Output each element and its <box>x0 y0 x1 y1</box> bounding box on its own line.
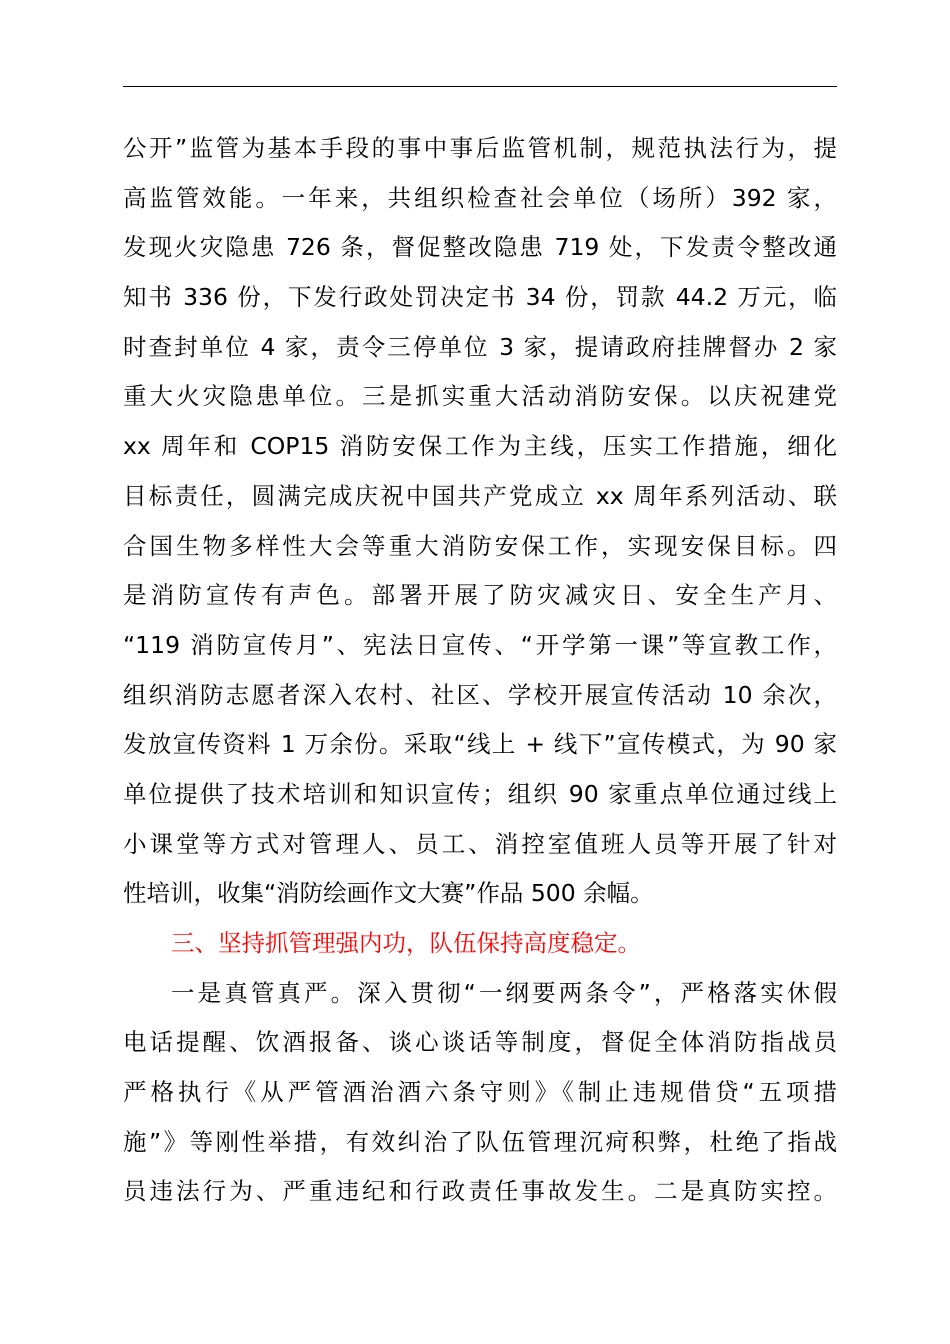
text-line: 目标责任，圆满完成庆祝中国共产党成立 xx 周年系列活动、联 <box>123 481 837 510</box>
header-rule <box>123 86 837 87</box>
text-line: 高监管效能。一年来，共组织检查社会单位（场所）392 家， <box>123 183 837 212</box>
text-line: 发现火灾隐患 726 条，督促整改隐患 719 处，下发责令整改通 <box>123 233 837 262</box>
text-line: 是消防宣传有声色。部署开展了防灾减灾日、安全生产月、 <box>123 581 837 610</box>
text-line: 时查封单位 4 家，责令三停单位 3 家，提请政府挂牌督办 2 家 <box>123 332 837 361</box>
text-line: xx 周年和 COP15 消防安保工作为主线，压实工作措施，细化 <box>123 432 837 461</box>
text-line: 知书 336 份，下发行政处罚决定书 34 份，罚款 44.2 万元，临 <box>123 283 837 312</box>
paragraph-2 <box>123 969 837 1217</box>
text-line: “119 消防宣传月”、宪法日宣传、“开学第一课”等宣教工作， <box>123 630 837 659</box>
text-line: 员违法行为、严重违纪和行政责任事故发生。二是真防实控。 <box>123 1177 837 1206</box>
document-body <box>123 124 837 1217</box>
text-line: 组织消防志愿者深入农村、社区、学校开展宣传活动 10 余次， <box>123 680 837 709</box>
text-line: 单位提供了技术培训和知识宣传；组织 90 家重点单位通过线上 <box>123 779 837 808</box>
section-heading: 三、坚持抓管理强内功，队伍保持高度稳定。 <box>171 929 641 957</box>
text-line: 一是真管真严。深入贯彻“一纲要两条令”，严格落实休假 <box>171 978 837 1007</box>
text-line: 性培训，收集“消防绘画作文大赛”作品 500 余幅。 <box>123 879 654 908</box>
text-line: 重大火灾隐患单位。三是抓实重大活动消防安保。以庆祝建党 <box>123 382 837 411</box>
text-line: 合国生物多样性大会等重大消防安保工作，实现安保目标。四 <box>123 531 837 560</box>
text-line: 电话提醒、饮酒报备、谈心谈话等制度，督促全体消防指战员 <box>123 1028 837 1057</box>
text-line: 施”》等刚性举措，有效纠治了队伍管理沉疴积弊，杜绝了指战 <box>123 1127 837 1156</box>
text-line: 严格执行《从严管酒治酒六条守则》《制止违规借贷“五项措 <box>123 1078 837 1107</box>
text-line: 公开”监管为基本手段的事中事后监管机制，规范执法行为，提 <box>123 134 837 162</box>
paragraph-1 <box>123 124 837 919</box>
text-line: 发放宣传资料 1 万余份。采取“线上 + 线下”宣传模式，为 90 家 <box>123 730 837 759</box>
text-line: 小课堂等方式对管理人、员工、消控室值班人员等开展了针对 <box>123 829 837 858</box>
